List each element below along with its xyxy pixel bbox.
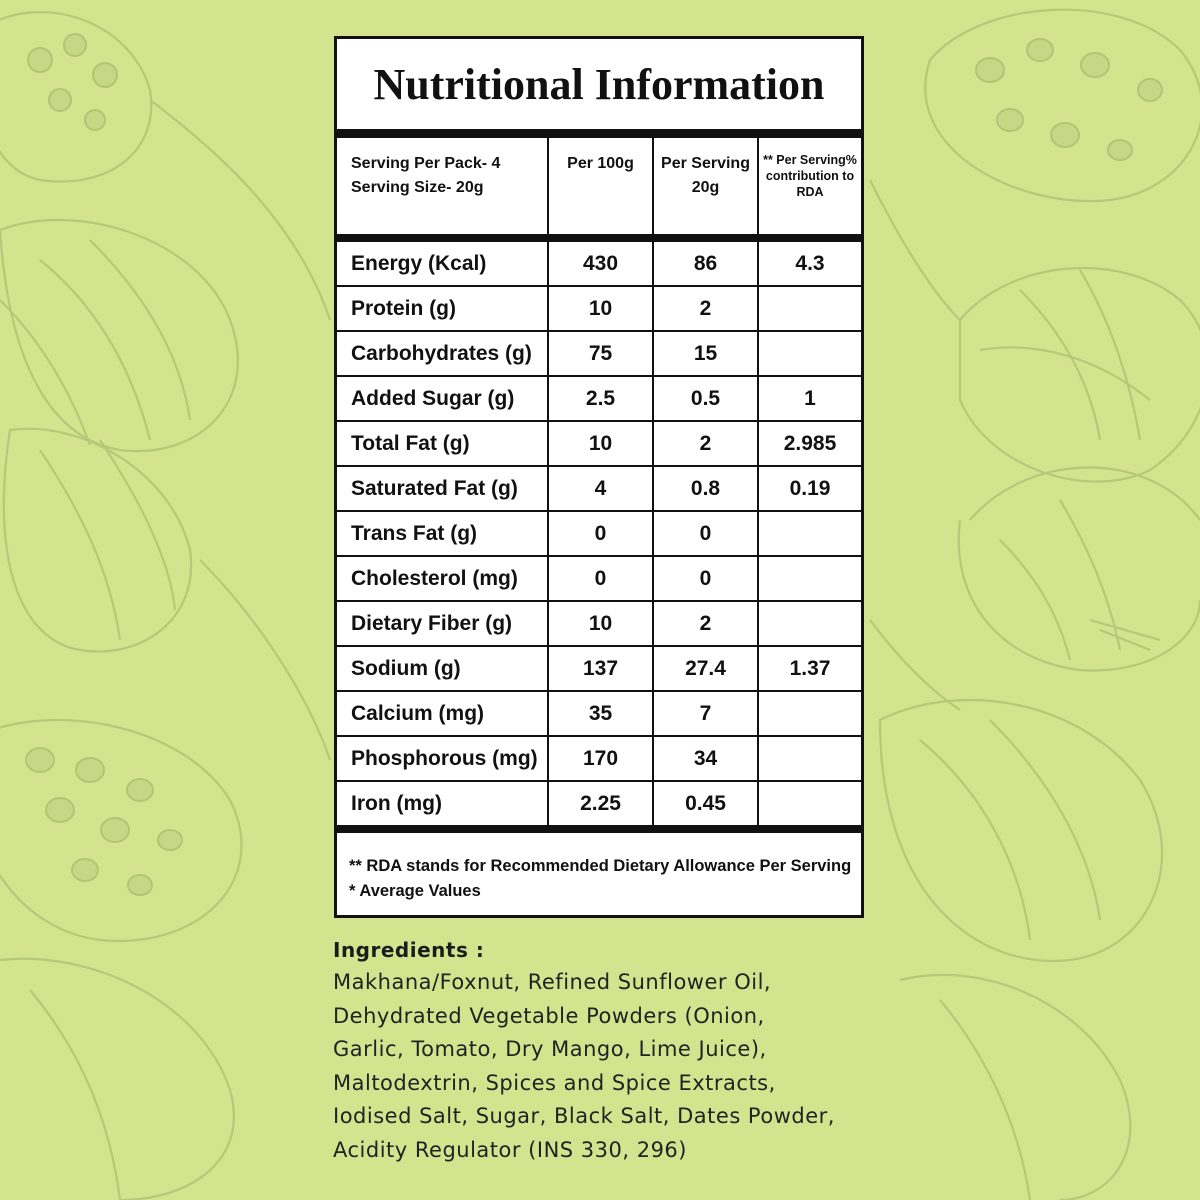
per-serving-value: 7 <box>653 691 758 736</box>
rda-value: 0.19 <box>758 466 861 511</box>
ingredients-line: Dehydrated Vegetable Powders (Onion, <box>333 1003 765 1028</box>
rda-value <box>758 556 861 601</box>
per-100g-value: 75 <box>548 331 653 376</box>
per-100g-header: Per 100g <box>548 134 653 239</box>
rda-value <box>758 736 861 781</box>
rda-value: 2.985 <box>758 421 861 466</box>
table-row <box>337 466 861 511</box>
per-100g-value: 137 <box>548 646 653 691</box>
rda-value <box>758 781 861 829</box>
per-serving-value: 86 <box>653 238 758 286</box>
ingredients-section <box>333 938 873 1167</box>
nutrient-name: Sodium (g) <box>337 646 548 691</box>
per-serving-value: 34 <box>653 736 758 781</box>
lotus-petal-left-lower <box>4 429 191 652</box>
ingredients-line: Garlic, Tomato, Dry Mango, Lime Juice), <box>333 1037 767 1061</box>
rda-value <box>758 286 861 331</box>
rda-value: 1.37 <box>758 646 861 691</box>
per-100g-value: 35 <box>548 691 653 736</box>
rda-header: ** Per Serving% contribution to RDA <box>758 134 861 239</box>
per-100g-value: 170 <box>548 736 653 781</box>
ingredients-line: Maltodextrin, Spices and Spice Extracts, <box>333 1070 776 1095</box>
lotus-flower-right-mid <box>960 268 1200 482</box>
table-row <box>337 238 861 286</box>
lotus-pod-left-bottom <box>0 720 241 941</box>
table-row <box>337 601 861 646</box>
serving-size: Serving Size- 20g <box>351 179 484 196</box>
per-serving-value: 15 <box>653 331 758 376</box>
ingredients-line: Makhana/Foxnut, Refined Sunflower Oil, <box>333 970 772 994</box>
nutrient-name: Added Sugar (g) <box>337 376 548 421</box>
per-serving-value: 2 <box>653 601 758 646</box>
ingredients-text <box>333 966 873 1167</box>
per-serving-value: 0.5 <box>653 376 758 421</box>
nutrient-name: Calcium (mg) <box>337 691 548 736</box>
nutrient-name: Trans Fat (g) <box>337 511 548 556</box>
nutrient-name: Dietary Fiber (g) <box>337 601 548 646</box>
nutrient-name: Iron (mg) <box>337 781 548 829</box>
lotus-petal-left-base <box>0 959 234 1200</box>
per-100g-value: 430 <box>548 238 653 286</box>
rda-value <box>758 691 861 736</box>
table-row <box>337 511 861 556</box>
per-100g-value: 10 <box>548 286 653 331</box>
table-row <box>337 376 861 421</box>
per-100g-value: 0 <box>548 556 653 601</box>
ingredients-line: Iodised Salt, Sugar, Black Salt, Dates Powder, <box>333 1104 835 1128</box>
rda-value <box>758 331 861 376</box>
per-100g-value: 2.25 <box>548 781 653 829</box>
serving-per-pack: Serving Per Pack- 4 <box>351 155 501 172</box>
nutrition-table <box>337 129 861 833</box>
nutrient-name: Saturated Fat (g) <box>337 466 548 511</box>
per-serving-value: 2 <box>653 421 758 466</box>
ingredients-heading: Ingredients : <box>333 938 485 962</box>
serving-info-cell <box>337 134 548 239</box>
per-serving-value: 27.4 <box>653 646 758 691</box>
nutrient-name: Energy (Kcal) <box>337 238 548 286</box>
per-serving-value: 0 <box>653 511 758 556</box>
ingredients-line: Acidity Regulator (INS 330, 296) <box>333 1137 687 1162</box>
per-100g-value: 2.5 <box>548 376 653 421</box>
table-row <box>337 421 861 466</box>
lotus-pod-left-top <box>0 12 151 181</box>
table-row <box>337 331 861 376</box>
nutrient-name: Protein (g) <box>337 286 548 331</box>
per-serving-header: Per Serving 20g <box>653 134 758 239</box>
table-row <box>337 286 861 331</box>
per-100g-value: 10 <box>548 601 653 646</box>
rda-value <box>758 601 861 646</box>
per-serving-value: 0 <box>653 556 758 601</box>
table-row <box>337 781 861 829</box>
per-serving-value: 2 <box>653 286 758 331</box>
nutrition-panel <box>334 36 864 918</box>
nutrient-name: Total Fat (g) <box>337 421 548 466</box>
per-serving-value: 0.8 <box>653 466 758 511</box>
rda-footnote: ** RDA stands for Recommended Dietary Allowance Per Serving <box>349 857 852 875</box>
nutrient-name: Cholesterol (mg) <box>337 556 548 601</box>
table-row <box>337 556 861 601</box>
per-100g-value: 0 <box>548 511 653 556</box>
rda-value <box>758 511 861 556</box>
lotus-petal-left-mid <box>0 220 238 451</box>
table-header-row <box>337 134 861 239</box>
per-serving-value: 0.45 <box>653 781 758 829</box>
rda-value: 1 <box>758 376 861 421</box>
average-values-footnote: * Average Values <box>349 882 481 900</box>
per-100g-value: 4 <box>548 466 653 511</box>
nutrient-name: Carbohydrates (g) <box>337 331 548 376</box>
lotus-flower-right-lower <box>959 468 1200 671</box>
lotus-stem-left <box>150 100 330 760</box>
nutrient-name: Phosphorous (mg) <box>337 736 548 781</box>
table-row <box>337 691 861 736</box>
lotus-pod-right-top <box>925 10 1200 201</box>
table-row <box>337 646 861 691</box>
lotus-petal-right-bottom <box>880 700 1162 1200</box>
per-100g-value: 10 <box>548 421 653 466</box>
footnotes <box>349 854 851 904</box>
table-row <box>337 736 861 781</box>
rda-value: 4.3 <box>758 238 861 286</box>
lotus-stem-right <box>870 180 960 710</box>
panel-title: Nutritional Information <box>373 59 825 109</box>
